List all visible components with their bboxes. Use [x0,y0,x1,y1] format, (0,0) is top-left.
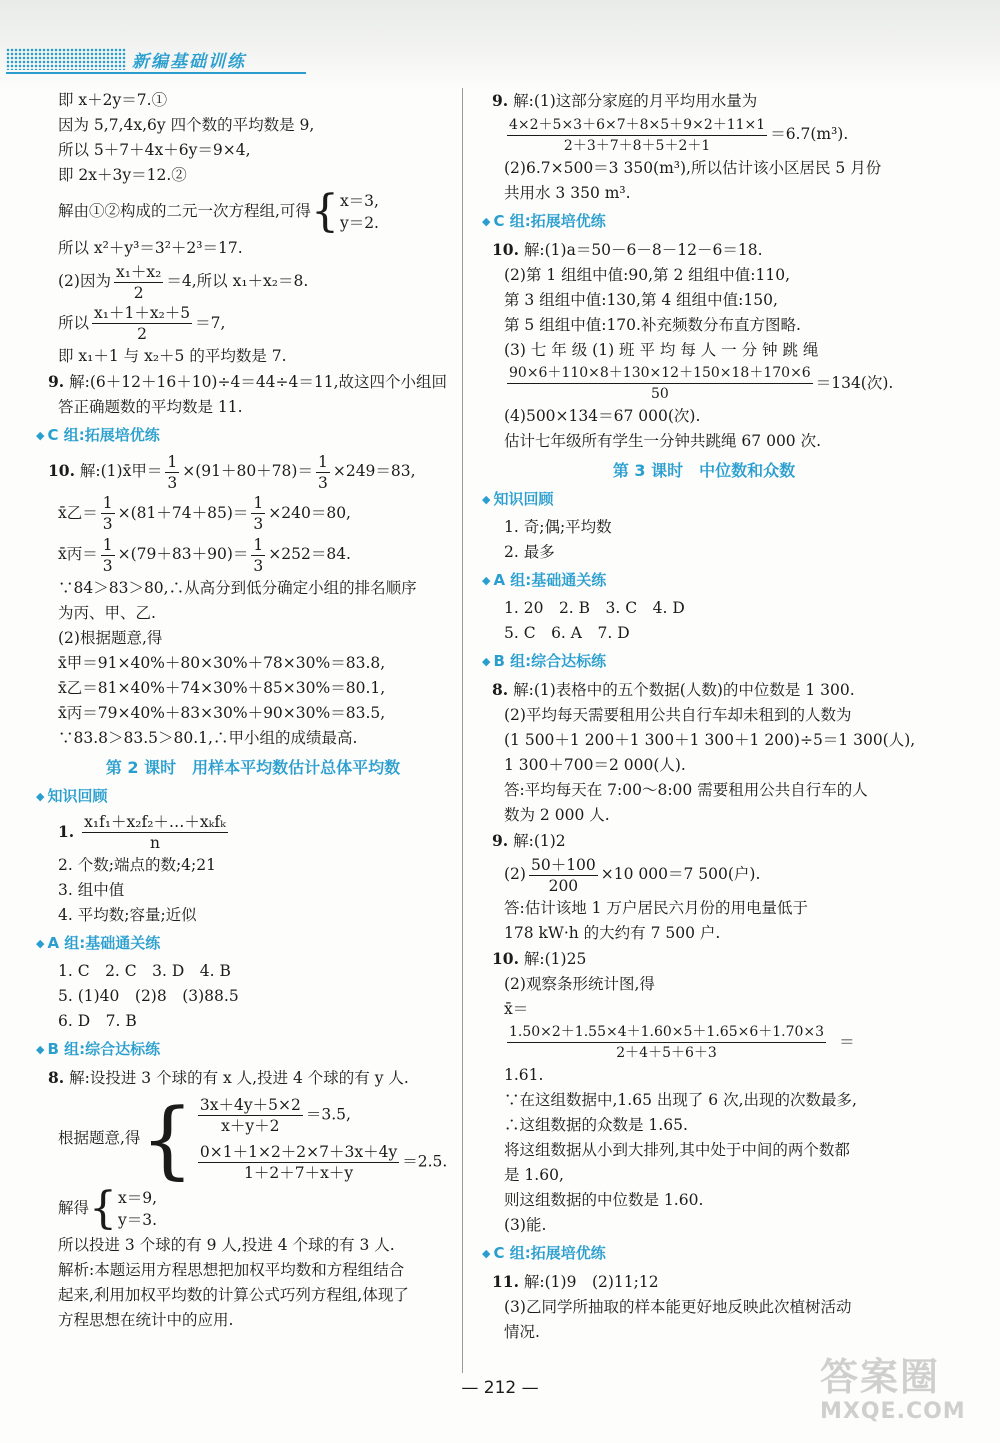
analysis-line: 起来,利用加权平均数的计算公式巧列方程组,体现了 [58,1286,409,1304]
section-label: C 组:拓展培优练 [47,426,160,444]
question-line [492,237,904,263]
diamond-icon: ◆ [482,655,491,668]
system-row [195,1142,447,1183]
question-line [48,369,448,395]
text-fragment: 解:(1)25 [523,949,587,968]
text-line: ∴这组数据的众数是 1.65. [504,1116,688,1134]
text-line: (3)能. [504,1216,547,1234]
denominator: n [149,834,160,852]
section-label: 知识回顾 [47,786,108,805]
header-dot-stripe [6,48,126,70]
fraction-line [504,114,904,156]
numerator: x₁f₁＋x₂f₂＋…＋xₖfₖ [84,813,226,831]
text-fragment: ＝2.5. [402,1152,448,1171]
question-number: 1. [58,821,75,841]
section-label: B 组:综合达标练 [493,652,607,670]
text-fragment: 解:(1)9 (2)11;12 [523,1273,659,1291]
answer-line: 1. 奇;偶;平均数 [504,518,612,536]
text-line: 将这组数据从小到大排列,其中处于中间的两个数都 [504,1141,850,1159]
question-line [48,451,448,493]
fraction-line [58,493,448,535]
text-line: 为丙、甲、乙. [58,603,156,622]
fraction-line [58,261,448,303]
question-number: 9. [492,91,509,110]
brace-system [89,1183,158,1234]
analysis-line: 解析:本题运用方程思想把加权平均数和方程组结合 [58,1261,405,1279]
numerator: 1 [317,452,328,471]
text-line: 所以 x²＋y³＝3²＋2³＝17. [58,239,243,257]
text-fragment: 解:(1)这部分家庭的月平均用水量为 [513,92,758,110]
text-fragment: 解:(1)表格中的五个数据(人数)的中位数是 1 300. [513,681,855,699]
numerator: 4×2＋5×3＋6×7＋8×5＋9×2＋11×1 [507,115,767,136]
section-heading-a [36,931,448,956]
diamond-icon: ◆ [482,1247,491,1260]
text-line: 估计七年级所有学生一分钟共跳绳 67 000 次. [504,432,822,450]
denominator: 2 [133,283,144,302]
equation-system-line [58,186,448,237]
section-heading-b [482,649,904,674]
numerator: 0×1＋1×2＋2×7＋3x＋4y [199,1143,398,1161]
numerator: 1.50×2＋1.55×4＋1.60×5＋1.65×6＋1.70×3 [507,1022,826,1043]
brace-glyph: { [89,1183,118,1234]
section-label: A 组:基础通关练 [493,571,607,589]
text-fragment: 根据题意,得 [58,1129,141,1147]
lesson-title: 第 2 课时 用样本平均数估计总体平均数 [105,757,401,777]
equation-system-line [58,1183,448,1234]
answer-line: 3. 组中值 [58,881,125,899]
watermark-url: MXQE.COM [820,1399,966,1424]
text-fragment: ＝134(次). [815,373,894,392]
page-number: — 212 — [461,1378,539,1398]
diamond-icon: ◆ [36,1043,45,1056]
text-line: (4)500×134＝67 000(次). [504,407,701,425]
text-line: (2)观察条形统计图,得 [504,974,655,993]
text-line: (2)平均每天需要租用公共自行车却未租到的人数为 [504,706,852,724]
denominator: 3 [317,473,328,492]
denominator: 3 [253,515,264,533]
text-line: ∵83.8＞83.5＞80.1,∴甲小组的成绩最高. [58,728,358,747]
text-fragment: ＝ [839,1032,855,1051]
fraction [198,1095,303,1136]
question-line [492,677,904,703]
fraction [82,812,228,853]
watermark-text: 答案圈 [820,1355,941,1399]
question-number: 8. [492,680,509,699]
text-line: ∵在这组数据中,1.65 出现了 6 次,出现的次数最多, [504,1091,857,1109]
text-line: 即 x₁＋1 与 x₂＋5 的平均数是 7. [58,347,287,365]
text-fragment: 解:设投进 3 个球的有 x 人,投进 4 个球的有 y 人. [69,1069,409,1087]
section-heading-recall [482,487,904,512]
text-line: 所以 5＋7＋4x＋6y＝9×4, [58,141,251,159]
question-number: 11. [492,1272,519,1291]
fraction [101,493,115,534]
text-line: 数为 2 000 人. [504,806,610,824]
fraction [529,855,598,896]
question-line [492,88,904,114]
denominator: 3 [253,556,264,575]
text-line: (3)乙同学所抽取的样本能更好地反映此次植树活动 [504,1298,852,1316]
diamond-icon: ◆ [482,214,491,228]
question-number: 10. [48,461,75,480]
section-heading-recall [36,784,448,809]
denominator: 3 [102,515,113,533]
denominator: 200 [548,876,579,895]
section-heading-c [482,1241,904,1266]
text-line: 第 3 组组中值:130,第 4 组组中值:150, [504,290,778,309]
text-line: x̄甲＝91×40%＋80×30%＋78×30%＝83.8, [58,653,386,672]
numerator: x₁＋1＋x₂＋5 [94,304,191,322]
right-column [482,88,916,1345]
text-fragment: ×10 000＝7 500(户). [600,865,761,883]
text-line: (1 500＋1 200＋1 300＋1 300＋1 200)÷5＝1 300(人), [504,731,916,749]
answer-line: 1. C 2. C 3. D 4. B [58,962,231,980]
denominator: 2＋3＋7＋8＋5＋2＋1 [563,137,711,154]
text-line: x̄丙＝79×40%＋83×30%＋90×30%＝83.5, [58,703,386,722]
question-number: 10. [492,948,519,968]
lesson-title: 第 3 课时 中位数和众数 [612,461,796,480]
section-heading-c [36,423,448,448]
text-line: 178 kW·h 的大约有 7 500 户. [504,923,721,942]
question-line [492,946,904,972]
section-label: A 组:基础通关练 [47,934,161,952]
denominator: x＋y＋2 [221,1117,280,1135]
denominator: 3 [102,556,113,575]
question-number: 8. [48,1068,65,1087]
system-row: y＝3. [118,1211,158,1229]
column-divider [462,88,463,1373]
text-line: 共用水 3 350 m³. [504,183,631,202]
section-label: C 组:拓展培优练 [493,1244,606,1262]
text-line: 即 2x＋3y＝12.② [58,166,187,184]
answer-line: 2. 个数;端点的数;4;21 [58,856,216,874]
section-label: B 组:综合达标练 [47,1040,161,1058]
question-line [58,812,448,854]
text-fragment: 解得 [58,1199,90,1217]
left-column [36,88,448,1333]
text-fragment: 解:(1)2 [513,832,566,850]
fraction-line [504,1022,904,1064]
numerator: 1 [102,535,113,554]
fraction [92,303,192,344]
question-number: 9. [492,831,509,850]
question-line [492,828,904,854]
system-row: x＝9, [118,1189,158,1207]
text-fragment: ×240＝80, [268,503,351,522]
fraction-line [504,363,904,405]
text-fragment: 所以 [58,313,90,332]
diamond-icon: ◆ [36,937,45,950]
system-row: x＝3, [339,192,379,210]
text-line: (3) 七 年 级 (1) 班 平 均 每 人 一 分 钟 跳 绳 [504,340,819,359]
text-line: 答正确题数的平均数是 11. [58,398,243,416]
text-line: 情况. [504,1323,540,1341]
numerator: x₁＋x₂ [115,262,162,281]
numerator: 50＋100 [530,855,596,874]
section-heading-b [36,1037,448,1062]
text-fragment: ＝6.7(m³). [770,125,849,143]
fraction [316,452,330,493]
section-heading-c [482,209,904,234]
numerator: 90×6＋110×8＋130×12＋150×18＋170×6 [507,363,813,384]
answer-line: 5. C 6. A 7. D [504,624,630,642]
fraction [251,493,265,534]
text-fragment: (2)因为 [58,272,111,290]
text-fragment: ×249＝83, [332,462,416,480]
brace-glyph: { [310,186,339,237]
system-row [195,1095,447,1136]
text-fragment: 解:(1)x̄甲＝ [79,462,163,480]
answer-line: 5. (1)40 (2)8 (3)88.5 [58,987,239,1005]
diamond-icon: ◆ [482,493,491,506]
question-number: 9. [48,372,65,391]
fraction [165,452,179,493]
answer-line: 6. D 7. B [58,1012,137,1030]
diamond-icon: ◆ [482,574,491,587]
text-line: 1.61. [504,1066,544,1084]
text-fragment: ×252＝84. [268,545,351,563]
text-fragment: 解由①②构成的二元一次方程组,可得 [58,202,311,220]
fraction [507,115,767,156]
watermark-logo [820,1355,995,1435]
text-line: x̄乙＝81×40%＋74×30%＋85×30%＝80.1, [58,678,386,697]
header-title: 新编基础训练 [132,52,246,72]
fraction [198,1142,399,1183]
brace-glyph: { [140,1090,194,1188]
text-fragment: ＝7, [195,313,226,332]
brace-system [310,186,379,237]
diamond-icon: ◆ [36,429,45,442]
section-label: C 组:拓展培优练 [493,211,606,230]
text-fragment: ×(91＋80＋78)＝ [182,462,313,480]
text-line: 1 300＋700＝2 000(人). [504,756,686,774]
fraction [251,535,265,576]
diamond-icon: ◆ [36,789,45,803]
text-line: (2)6.7×500＝3 350(m³),所以估计该小区居民 5 月份 [504,158,882,177]
answer-line: 1. 20 2. B 3. C 4. D [504,599,685,617]
fraction [101,535,115,576]
text-line: (2)根据题意,得 [58,628,163,647]
text-line: 即 x＋2y＝7.① [58,91,168,109]
fraction [507,363,813,404]
numerator: 1 [253,535,264,554]
text-fragment: ×(81＋74＋85)＝ [117,503,249,522]
text-fragment: 解:(6＋12＋16＋10)÷4＝44÷4＝11,故这四个小组回 [69,373,448,391]
fraction-line [504,854,904,896]
text-line: 答:平均每天在 7:00～8:00 需要租用公共自行车的人 [504,781,868,799]
text-fragment: ＝3.5, [305,1105,351,1124]
question-number: 10. [492,239,519,259]
section-heading-a [482,568,904,593]
fraction [507,1022,826,1063]
numerator: 3x＋4y＋5×2 [199,1096,301,1114]
text-line: (2)第 1 组组中值:90,第 2 组组中值:110, [504,265,790,284]
fraction-line [58,303,448,345]
answer-line: 2. 最多 [504,543,555,561]
denominator: 2＋4＋5＋6＋3 [616,1045,717,1061]
denominator: 50 [650,386,669,402]
text-fragment: x̄乙＝ [58,503,98,522]
text-fragment: 解:(1)a＝50－6－8－12－6＝18. [523,240,763,259]
text-line: 则这组数据的中位数是 1.60. [504,1191,704,1209]
text-line: 是 1.60, [504,1166,564,1184]
answer-line: 4. 平均数;容量;近似 [58,906,197,924]
denominator: 3 [167,473,178,492]
text-line: ∵84＞83＞80,∴从高分到低分确定小组的排名顺序 [58,578,417,597]
fraction [114,262,163,303]
fraction-line [58,534,448,576]
denominator: 1＋2＋7＋x＋y [244,1164,354,1182]
numerator: 1 [102,494,113,512]
analysis-line: 方程思想在统计中的应用. [58,1311,234,1329]
text-line: 所以投进 3 个球的有 9 人,投进 4 个球的有 3 人. [58,1236,395,1254]
equation-system-line [58,1090,448,1188]
question-line [48,1065,448,1091]
question-line [492,1269,904,1295]
section-label: 知识回顾 [493,490,554,508]
text-line: 答:估计该地 1 万户居民六月份的用电量低于 [504,898,808,917]
top-background-band [0,0,1000,90]
header-underline [6,72,306,74]
numerator: 1 [253,494,264,512]
brace-system [140,1090,448,1188]
denominator: 2 [137,325,148,343]
text-line: 第 5 组组中值:170.补充频数分布直方图略. [504,315,801,334]
numerator: 1 [167,452,178,471]
text-fragment: ＝4,所以 x₁＋x₂＝8. [166,272,309,290]
text-fragment: ×(79＋83＋90)＝ [117,545,249,563]
text-line: x̄＝ [504,999,529,1018]
system-row: y＝2. [339,214,379,232]
text-fragment: x̄丙＝ [58,545,98,563]
text-line: 因为 5,7,4x,6y 四个数的平均数是 9, [58,116,315,134]
text-fragment: (2) [504,865,526,883]
